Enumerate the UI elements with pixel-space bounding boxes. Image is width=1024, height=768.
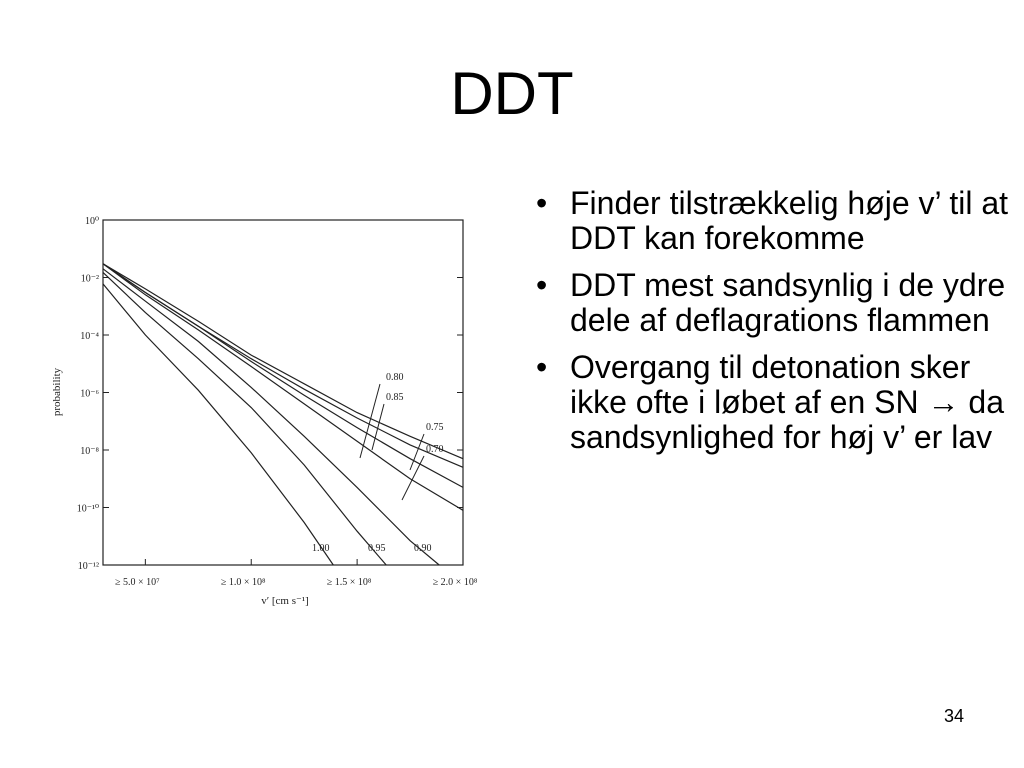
probability-chart xyxy=(0,0,520,645)
bullet-item: • Finder tilstrækkelig høje v’ til at DDT kan forekomme xyxy=(530,186,1010,256)
y-tick-label: 10⁻⁶ xyxy=(80,388,99,400)
series-label: 0.75 xyxy=(426,422,444,433)
bullet-list xyxy=(530,186,1010,467)
bullet-item: • DDT mest sandsynlig i de ydre dele af deflagrations flammen xyxy=(530,268,1010,338)
series-line xyxy=(103,264,463,468)
bullet-item: • Overgang til detonation sker ikke ofte i løbet af en SN → da sandsynlighed for høj v’ er lav xyxy=(530,350,1010,455)
y-tick-label: 10⁻¹² xyxy=(77,561,99,572)
x-tick-label: ≥ 1.5 × 10⁸ xyxy=(326,577,372,588)
slide-title: DDT xyxy=(450,60,574,127)
x-tick-label: ≥ 5.0 × 10⁷ xyxy=(115,577,160,588)
series-label: 1.00 xyxy=(312,543,330,554)
series-label: 0.85 xyxy=(386,392,404,403)
y-tick-label: 10⁻² xyxy=(80,273,99,285)
series-line xyxy=(103,272,386,565)
x-tick-label: ≥ 2.0 × 10⁸ xyxy=(432,577,478,588)
series-line xyxy=(103,264,463,488)
y-tick-label: 10⁻⁴ xyxy=(80,331,99,342)
y-tick-label: 10⁻¹⁰ xyxy=(76,503,99,515)
x-tick-label: ≥ 1.0 × 10⁸ xyxy=(220,577,266,588)
series-line xyxy=(103,269,439,565)
series-line xyxy=(103,264,463,459)
series-label: 0.70 xyxy=(426,444,444,455)
slide-number: 34 xyxy=(943,706,964,726)
series-label: 0.90 xyxy=(414,543,432,554)
y-tick-label: 10⁻⁸ xyxy=(80,446,99,457)
series-label: 0.80 xyxy=(386,372,404,383)
series-line xyxy=(103,264,463,511)
probability-chart-svg xyxy=(0,0,520,640)
y-tick-label: 10⁰ xyxy=(84,216,99,227)
x-axis-label: v′ [cm s⁻¹] xyxy=(261,595,309,607)
plot-frame xyxy=(103,220,463,565)
series-label: 0.95 xyxy=(368,543,386,554)
y-axis-label: probability xyxy=(51,367,63,417)
series-line xyxy=(103,284,333,565)
